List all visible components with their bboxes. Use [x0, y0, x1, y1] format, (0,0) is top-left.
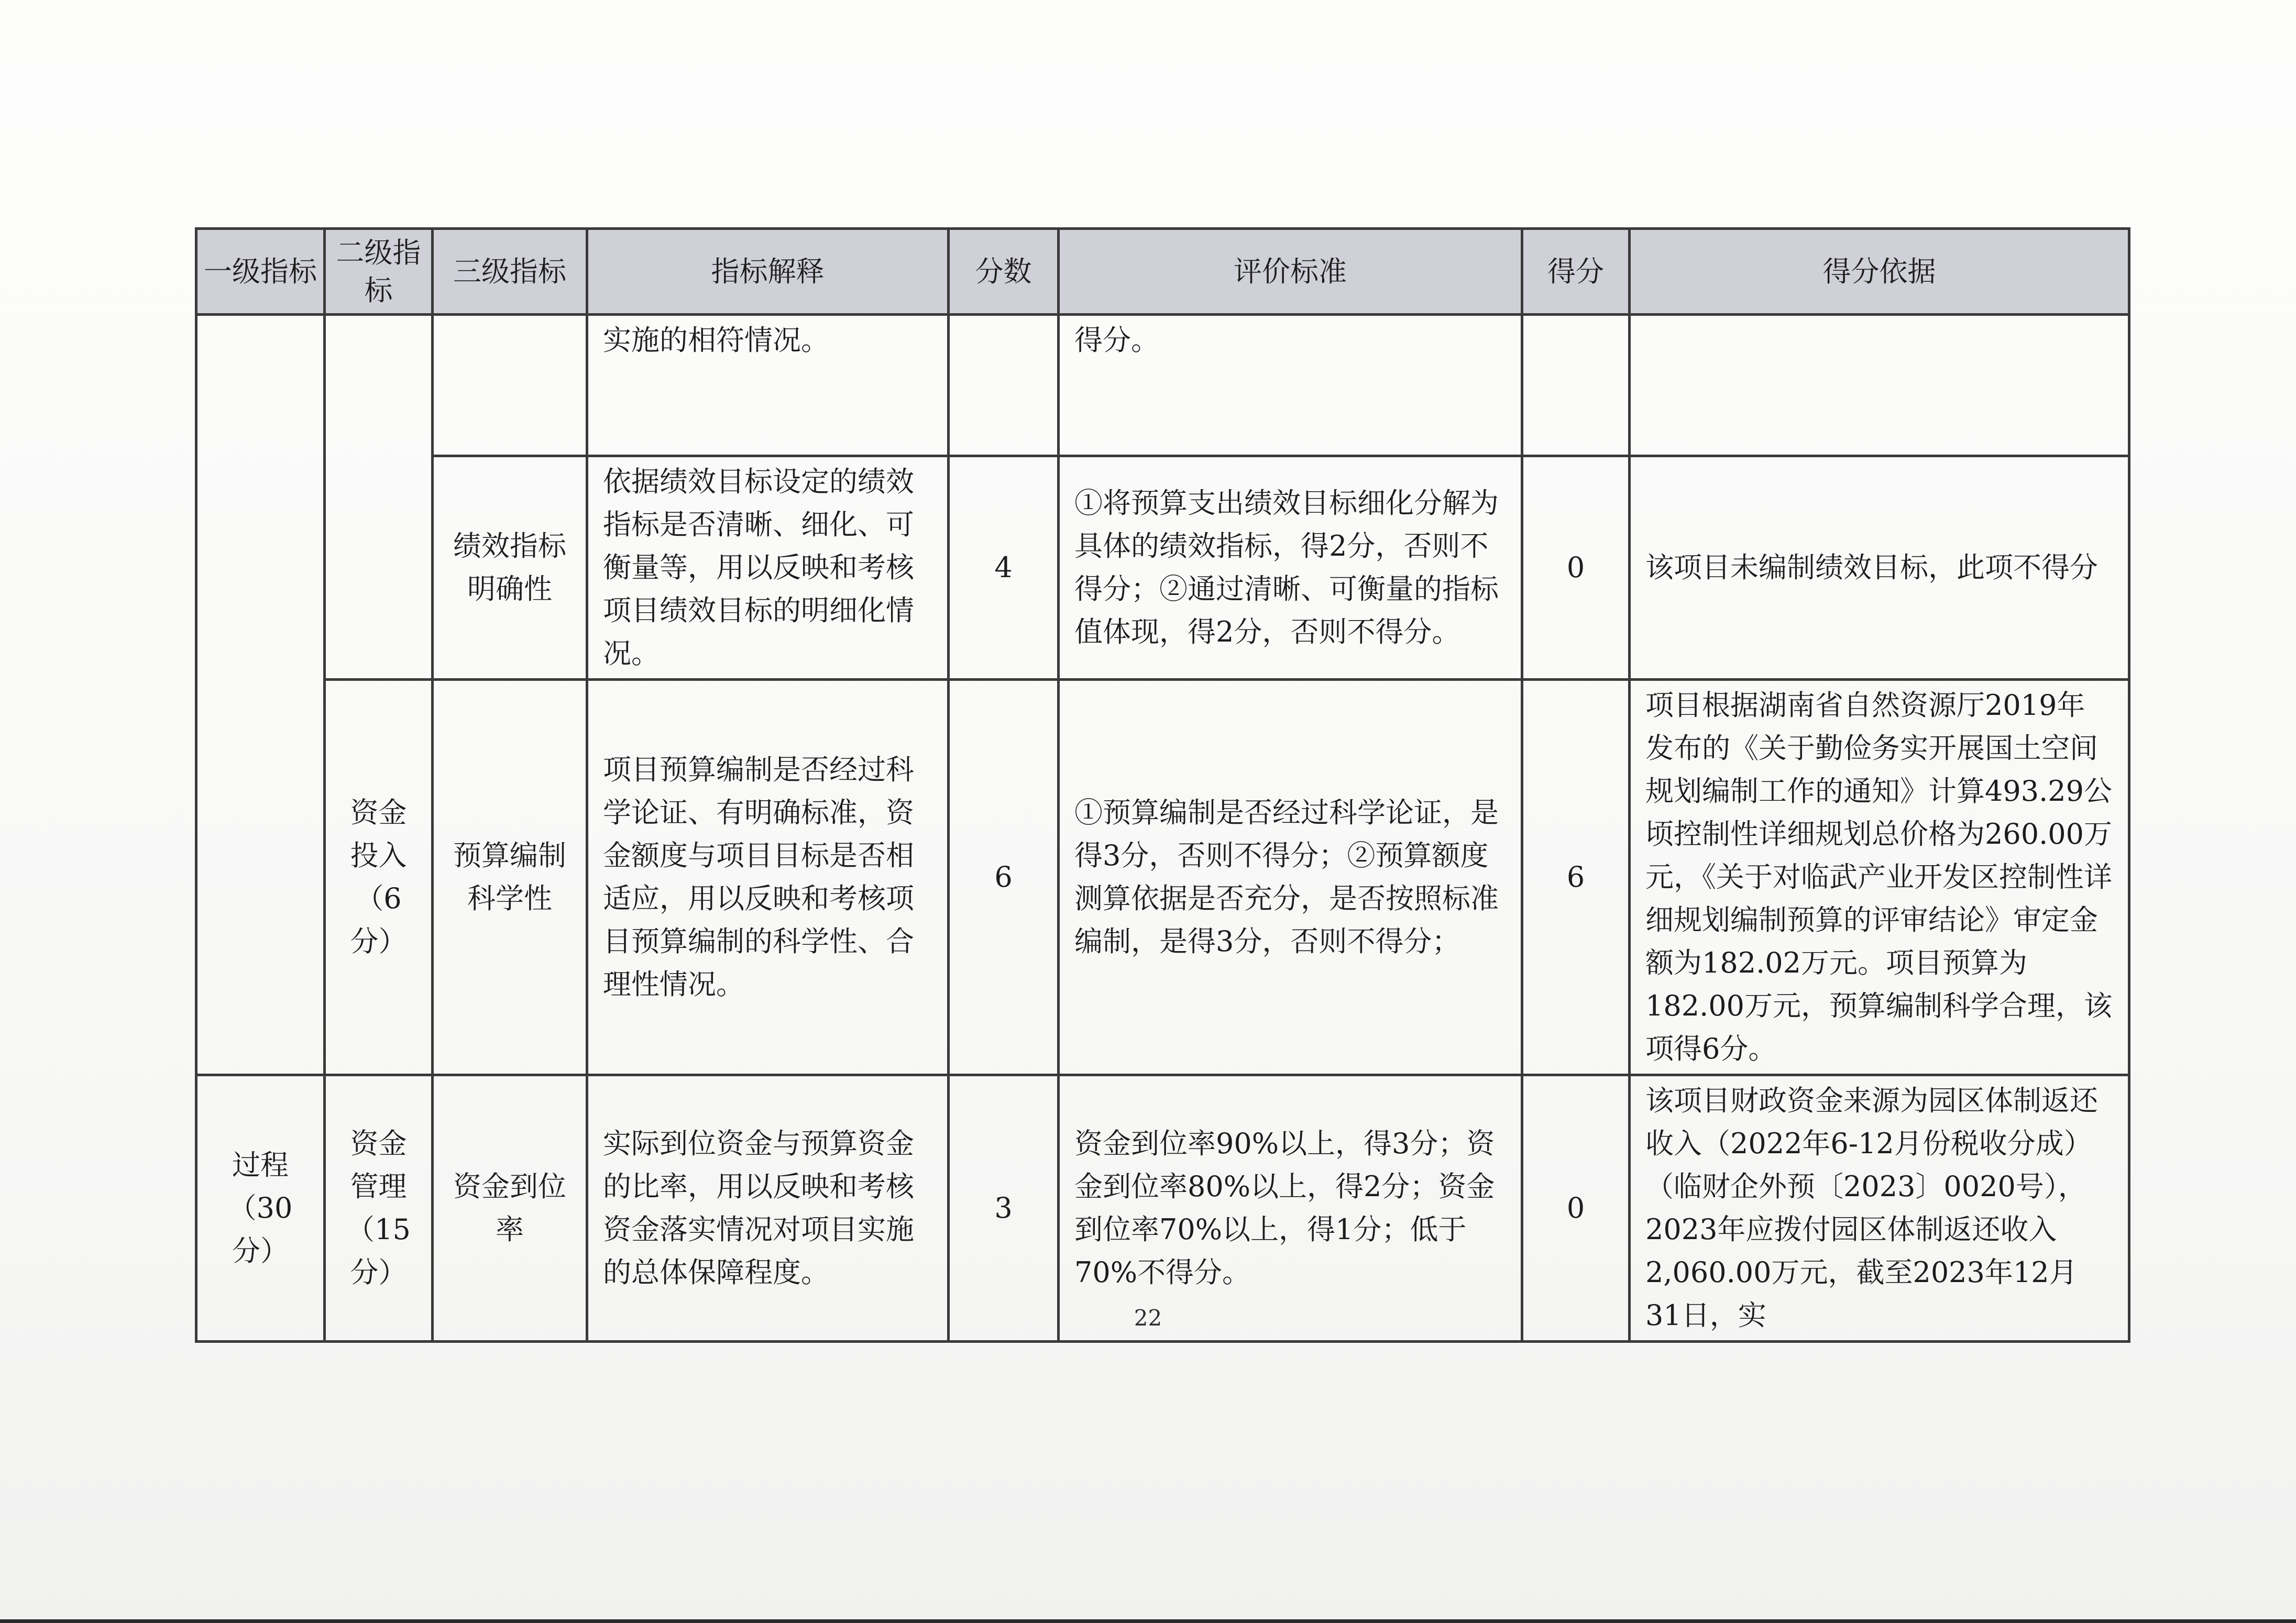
table-row — [196, 1075, 2129, 1342]
evaluation-table — [195, 227, 2130, 1343]
table-row — [196, 315, 2129, 456]
score-cell: 6 — [949, 680, 1059, 1075]
scan-bottom-edge — [0, 1619, 2296, 1623]
criteria-cell: 资金到位率90%以上，得3分；资金到位率80%以上，得2分；资金到位率70%以上，得1分；低于70%不得分。 — [1059, 1075, 1522, 1342]
scoring-basis-cell: 项目根据湖南省自然资源厅2019年发布的《关于勤俭务实开展国土空间规划编制工作的通知》计算493.29公顷控制性详细规划总价格为260.00万元，《关于对临武产业开发区控制性详细规划编制预算的评审结论》审定金额为182.02万元。项目预算为182.00万元，预算编制科学合理，该项得6分。 — [1630, 680, 2129, 1075]
table-row — [196, 456, 2129, 680]
explanation-cell: 依据绩效目标设定的绩效指标是否清晰、细化、可衡量等，用以反映和考核项目绩效目标的明细化情况。 — [587, 456, 949, 680]
explanation-cell: 实施的相符情况。 — [587, 315, 949, 456]
level2-cell-empty — [325, 315, 433, 680]
level3-indicator-cell: 预算编制科学性 — [433, 680, 587, 1075]
table-header-row — [196, 229, 2129, 315]
earned-cell-empty — [1522, 315, 1630, 456]
header-level3-indicator: 三级指标 — [433, 229, 587, 315]
page-number: 22 — [1134, 1305, 1162, 1331]
header-level1-indicator: 一级指标 — [196, 229, 325, 315]
scoring-basis-cell: 该项目未编制绩效目标，此项不得分 — [1630, 456, 2129, 680]
header-evaluation-criteria: 评价标准 — [1059, 229, 1522, 315]
level2-indicator-cell: 资金管理（15分） — [325, 1075, 433, 1342]
header-indicator-explanation: 指标解释 — [587, 229, 949, 315]
score-cell: 4 — [949, 456, 1059, 680]
explanation-cell: 项目预算编制是否经过科学论证、有明确标准，资金额度与项目目标是否相适应，用以反映和考核项目预算编制的科学性、合理性情况。 — [587, 680, 949, 1075]
basis-cell-empty — [1630, 315, 2129, 456]
score-cell-empty — [949, 315, 1059, 456]
scoring-basis-cell: 该项目财政资金来源为园区体制返还收入（2022年6-12月份税收分成）（临财企外预〔2023〕0020号），2023年应拨付园区体制返还收入2,060.00万元，截至2023年12月31日，实 — [1630, 1075, 2129, 1342]
level2-indicator-cell: 资金投入（6分） — [325, 680, 433, 1075]
level1-cell-empty — [196, 315, 325, 1075]
criteria-cell: ①将预算支出绩效目标细化分解为具体的绩效指标，得2分，否则不得分；②通过清晰、可衡量的指标值体现，得2分，否则不得分。 — [1059, 456, 1522, 680]
level1-indicator-cell: 过程（30分） — [196, 1075, 325, 1342]
header-scoring-basis: 得分依据 — [1630, 229, 2129, 315]
earned-score-cell: 0 — [1522, 456, 1630, 680]
criteria-cell: 得分。 — [1059, 315, 1522, 456]
header-earned-score: 得分 — [1522, 229, 1630, 315]
earned-score-cell: 0 — [1522, 1075, 1630, 1342]
criteria-cell: ①预算编制是否经过科学论证，是得3分，否则不得分；②预算额度测算依据是否充分，是否按照标准编制，是得3分，否则不得分； — [1059, 680, 1522, 1075]
table-row — [196, 680, 2129, 1075]
level3-cell-empty — [433, 315, 587, 456]
explanation-cell: 实际到位资金与预算资金的比率，用以反映和考核资金落实情况对项目实施的总体保障程度。 — [587, 1075, 949, 1342]
header-score: 分数 — [949, 229, 1059, 315]
header-level2-indicator: 二级指标 — [325, 229, 433, 315]
score-cell: 3 — [949, 1075, 1059, 1342]
earned-score-cell: 6 — [1522, 680, 1630, 1075]
level3-indicator-cell: 资金到位率 — [433, 1075, 587, 1342]
level3-indicator-cell: 绩效指标明确性 — [433, 456, 587, 680]
